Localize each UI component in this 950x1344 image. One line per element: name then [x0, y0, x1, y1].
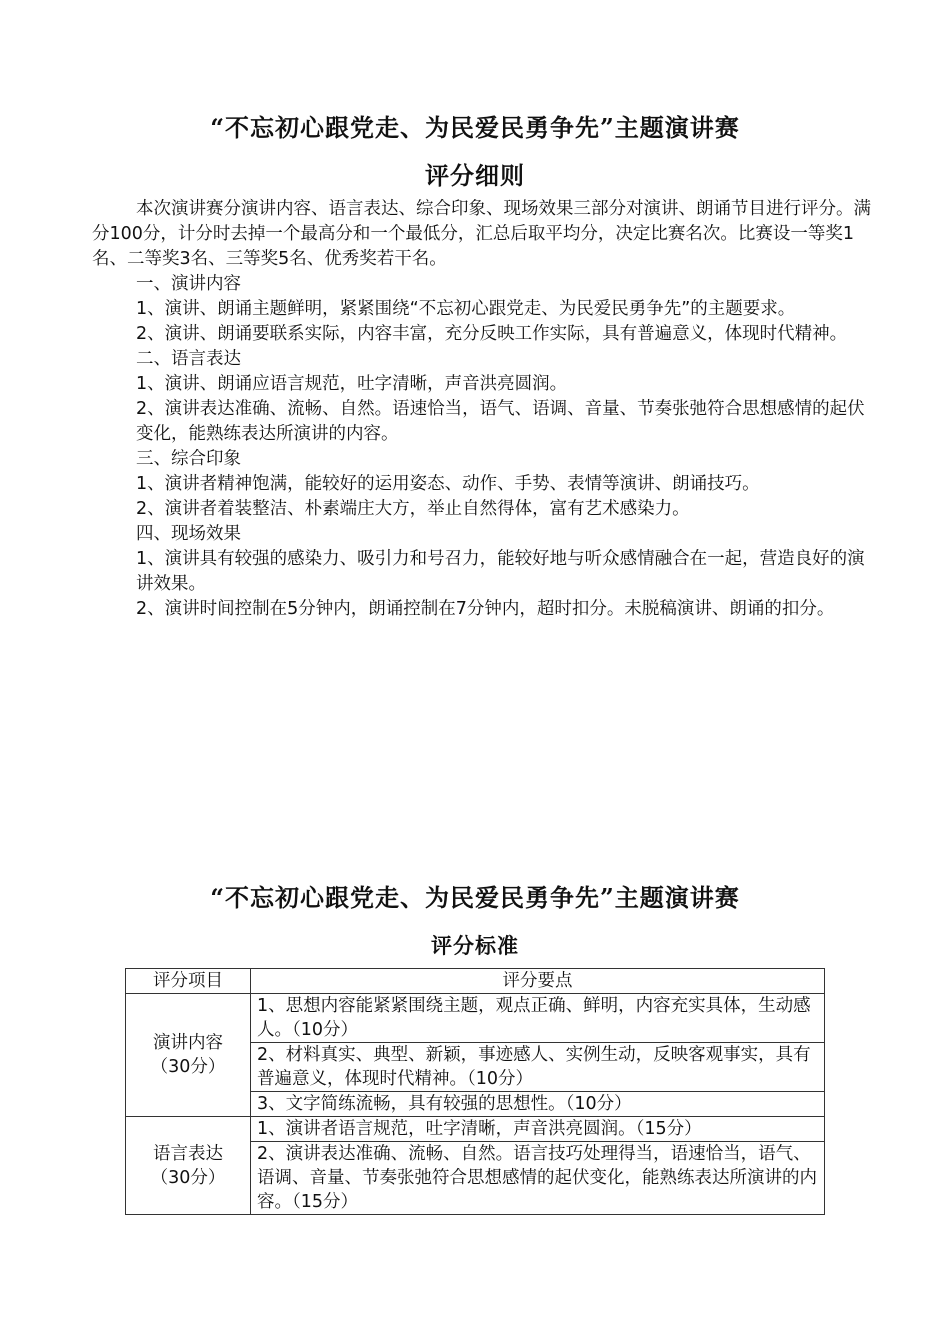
rule-item: 2、演讲表达准确、流畅、自然。语速恰当，语气、语调、音量、节奏张弛符合思想感情的起伏变化，能熟练表达所演讲的内容。: [136, 399, 865, 444]
criteria-cell: 3、文字简练流畅，具有较强的思想性。（10分）: [251, 1092, 825, 1117]
rule-item: 1、演讲者精神饱满，能较好的运用姿态、动作、手势、表情等演讲、朗诵技巧。: [136, 474, 760, 494]
standards-subtitle: 评分标准: [431, 933, 519, 958]
standards-title: “不忘初心跟党走、为民爱民勇争先”主题演讲赛: [210, 883, 740, 912]
header-category: 评分项目: [126, 969, 251, 994]
section-heading: 四、现场效果: [136, 524, 241, 544]
category-cell: [126, 1117, 251, 1215]
section-heading: 一、演讲内容: [136, 274, 241, 294]
rule-item: 2、演讲时间控制在5分钟内，朗诵控制在7分钟内，超时扣分。未脱稿演讲、朗诵的扣分。: [136, 599, 835, 619]
page-title: “不忘初心跟党走、为民爱民勇争先”主题演讲赛: [210, 113, 740, 142]
category-name: 演讲内容: [153, 1033, 223, 1053]
table-row: [126, 1117, 825, 1142]
table-header-row: [126, 969, 825, 994]
rule-item: 2、演讲、朗诵要联系实际，内容丰富，充分反映工作实际，具有普遍意义，体现时代精神。: [136, 324, 848, 344]
category-points: （30分）: [150, 1057, 226, 1077]
page-subtitle: 评分细则: [425, 161, 525, 190]
criteria-cell: 2、演讲表达准确、流畅、自然。语言技巧处理得当，语速恰当，语气、语调、音量、节奏张弛符合思想感情的起伏变化，能熟练表达所演讲的内容。（15分）: [251, 1142, 825, 1215]
section-heading: 三、综合印象: [136, 449, 241, 469]
scoring-table: [125, 968, 825, 1215]
criteria-cell: 2、材料真实、典型、新颖，事迹感人、实例生动，反映客观事实，具有普遍意义，体现时代精神。（10分）: [251, 1043, 825, 1092]
category-name: 语言表达: [153, 1143, 223, 1164]
rule-item: 1、演讲、朗诵主题鲜明，紧紧围绕“不忘初心跟党走、为民爱民勇争先”的主题要求。: [136, 299, 796, 319]
rule-item: 1、演讲具有较强的感染力、吸引力和号召力，能较好地与听众感情融合在一起，营造良好的演讲效果。: [136, 549, 865, 594]
category-cell: [126, 994, 251, 1117]
rule-item: 2、演讲者着装整洁、朴素端庄大方，举止自然得体，富有艺术感染力。: [136, 499, 690, 519]
intro-paragraph: 本次演讲赛分演讲内容、语言表达、综合印象、现场效果三部分对演讲、朗诵节目进行评分。满分100分，计分时去掉一个最高分和一个最低分，汇总后取平均分，决定比赛名次。比赛设一等奖1名、二等奖3名、三等奖5名、优秀奖若干名。: [92, 199, 871, 269]
criteria-cell: 1、演讲者语言规范，吐字清晰，声音洪亮圆润。（15分）: [251, 1117, 825, 1142]
category-points: （30分）: [150, 1167, 226, 1188]
criteria-cell: 1、思想内容能紧紧围绕主题，观点正确、鲜明，内容充实具体，生动感人。（10分）: [251, 994, 825, 1043]
rules-body: [92, 197, 872, 622]
header-criteria: 评分要点: [251, 969, 825, 994]
rule-item: 1、演讲、朗诵应语言规范，吐字清晰，声音洪亮圆润。: [136, 374, 568, 394]
section-heading: 二、语言表达: [136, 349, 241, 369]
table-row: [126, 994, 825, 1043]
